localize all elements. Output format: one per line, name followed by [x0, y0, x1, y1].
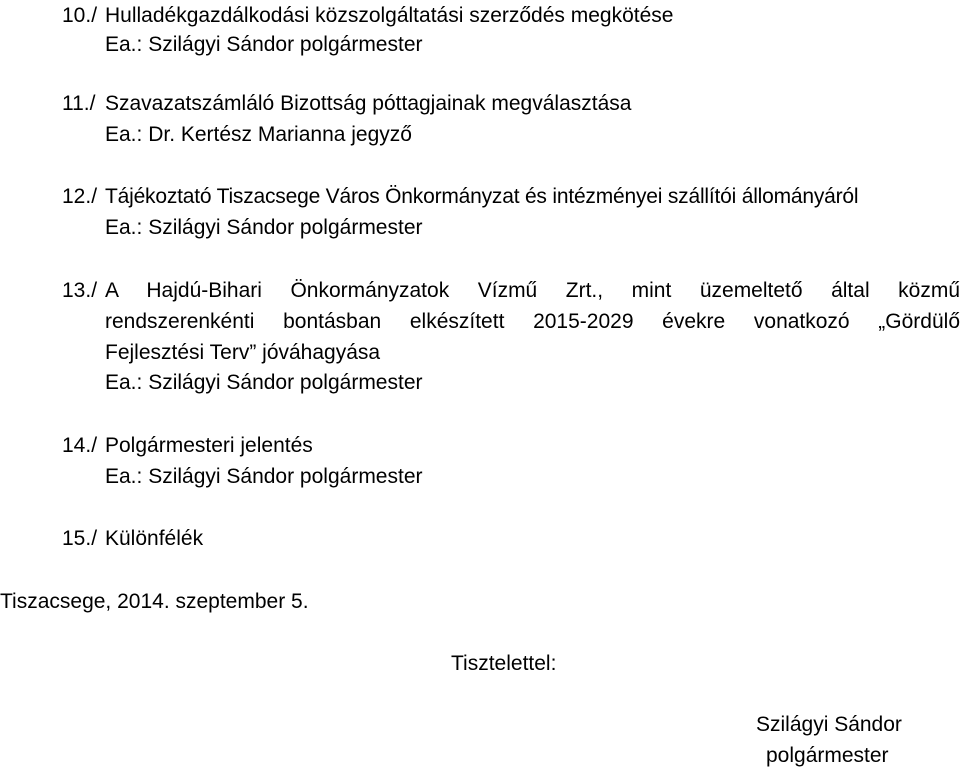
agenda-item-title: Tájékoztató Tiszacsege Város Önkormányzat és intézményei szállítói állományáról: [105, 185, 859, 208]
agenda-item-number: 11./: [62, 92, 96, 115]
agenda-item-presenter: Ea.: Dr. Kertész Marianna jegyző: [105, 123, 412, 146]
agenda-item-number: 10./: [62, 4, 98, 27]
greeting: Tisztelettel:: [451, 652, 557, 675]
agenda-item-title: Hulladékgazdálkodási közszolgáltatási szerződés megkötése: [105, 4, 674, 27]
agenda-item-title-line-1: A Hajdú-Bihari Önkormányzatok Vízmű Zrt., mint üzemeltető által közmű: [105, 279, 960, 302]
place-date: Tiszacsege, 2014. szeptember 5.: [0, 590, 309, 613]
agenda-item-presenter: Ea.: Szilágyi Sándor polgármester: [105, 465, 423, 488]
agenda-item-number: 15./: [62, 527, 98, 550]
agenda-item-number: 12./: [62, 185, 98, 208]
agenda-item-number: 14./: [62, 434, 98, 457]
agenda-item-title: Polgármesteri jelentés: [105, 434, 313, 457]
agenda-item-title-line-3: Fejlesztési Terv” jóváhagyása: [105, 341, 381, 364]
signer-name: Szilágyi Sándor: [756, 713, 902, 736]
agenda-item-title-line-2: rendszerenkénti bontásban elkészített 2015-2029 évekre vonatkozó „Gördülő: [105, 310, 960, 333]
agenda-item-13-line-2: [0, 306, 960, 337]
agenda-item-title: Szavazatszámláló Bizottság póttagjainak megválasztása: [105, 92, 632, 115]
signer-title: polgármester: [766, 744, 889, 767]
agenda-item-presenter: Ea.: Szilágyi Sándor polgármester: [105, 33, 423, 56]
agenda-item-13: [0, 275, 960, 306]
agenda-item-presenter: Ea.: Szilágyi Sándor polgármester: [105, 216, 423, 239]
agenda-item-number: 13./: [62, 279, 98, 302]
agenda-item-presenter: Ea.: Szilágyi Sándor polgármester: [105, 371, 423, 394]
agenda-item-title: Különfélék: [105, 527, 204, 550]
